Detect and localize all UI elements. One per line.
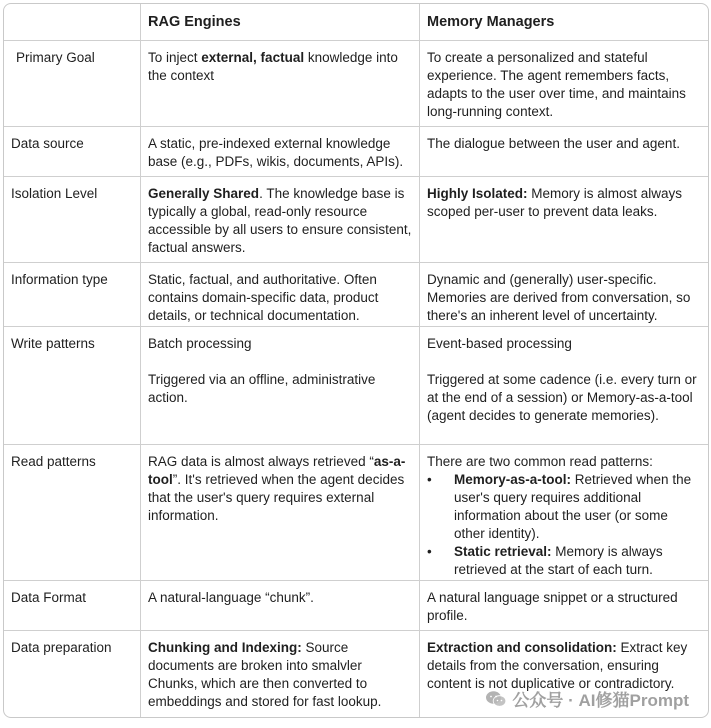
row-write-patterns [4,327,708,445]
mem-data-source: The dialogue between the user and agent. [420,127,708,177]
watermark [485,686,689,711]
bullet-icon: • [427,472,432,487]
bullet-icon: • [427,544,432,559]
row-label-isolation-level: Isolation Level [4,177,141,263]
rag-isolation-level: Generally Shared. The knowledge base is typically a global, read-only resource accessible by all users to ensure consistent, factual answers. [141,177,420,263]
wechat-icon [485,690,507,708]
rag-write-patterns [141,327,420,445]
rag-data-format: A natural-language “chunk”. [141,581,420,631]
row-data-source [4,127,708,177]
rag-information-type: Static, factual, and authoritative. Often contains domain-specific data, product details, or technical documentation. [141,263,420,327]
mem-information-type: Dynamic and (generally) user-specific. Memories are derived from conversation, so there's an inherent level of uncertainty. [420,263,708,327]
row-label-primary-goal: Primary Goal [4,41,141,127]
watermark-text: 公众号 · AI修猫Prompt [512,691,689,710]
list-item: • Static retrieval: Memory is always retrieved at the start of each turn. [427,544,663,577]
rag-write-line-1: Batch processing [148,336,252,351]
rag-write-line-2: Triggered via an offline, administrative action. [148,372,376,405]
mem-isolation-level: Highly Isolated: Memory is almost always scoped per-user to prevent data leaks. [420,177,708,263]
row-label-information-type: Information type [4,263,141,327]
header-rag-engines: RAG Engines [141,4,420,41]
row-label-data-source: Data source [4,127,141,177]
row-data-format [4,581,708,631]
mem-write-line-2: Triggered at some cadence (i.e. every turn or at the end of a session) or Memory-as-a-tool (agent decides to generate memories). [427,372,697,423]
mem-write-line-1: Event-based processing [427,336,572,351]
mem-primary-goal: To create a personalized and stateful experience. The agent remembers facts, adapts to the user over time, and maintains long-running context. [420,41,708,127]
header-row [4,4,708,41]
list-item: • Memory-as-a-tool: Retrieved when the user's query requires additional information about the user (or some other identity). [427,472,692,541]
row-read-patterns [4,445,708,581]
row-label-data-format: Data Format [4,581,141,631]
mem-write-patterns [420,327,708,445]
rag-primary-goal: To inject external, factual knowledge into the context [141,41,420,127]
header-empty [4,4,141,41]
header-memory-managers: Memory Managers [420,4,708,41]
mem-data-preparation: Extraction and consolidation: Extract key details from the conversation, ensuring content is not duplicative or contradictory. [427,640,688,691]
mem-read-intro: There are two common read patterns: [427,454,653,469]
row-label-data-preparation: Data preparation [4,631,141,717]
row-primary-goal [4,41,708,127]
row-label-write-patterns: Write patterns [4,327,141,445]
row-label-read-patterns: Read patterns [4,445,141,581]
mem-read-patterns [420,445,708,581]
comparison-table [3,3,709,718]
mem-read-list [427,471,701,579]
row-isolation-level [4,177,708,263]
rag-read-patterns: RAG data is almost always retrieved “as-a-tool”. It's retrieved when the agent decides that the user's query requires external information. [141,445,420,581]
row-information-type [4,263,708,327]
rag-data-source: A static, pre-indexed external knowledge base (e.g., PDFs, wikis, documents, APIs). [141,127,420,177]
mem-data-format: A natural language snippet or a structured profile. [420,581,708,631]
rag-data-preparation: Chunking and Indexing: Source documents are broken into smalvler Chunks, which are then converted to embeddings and stored for fast lookup. [141,631,420,717]
